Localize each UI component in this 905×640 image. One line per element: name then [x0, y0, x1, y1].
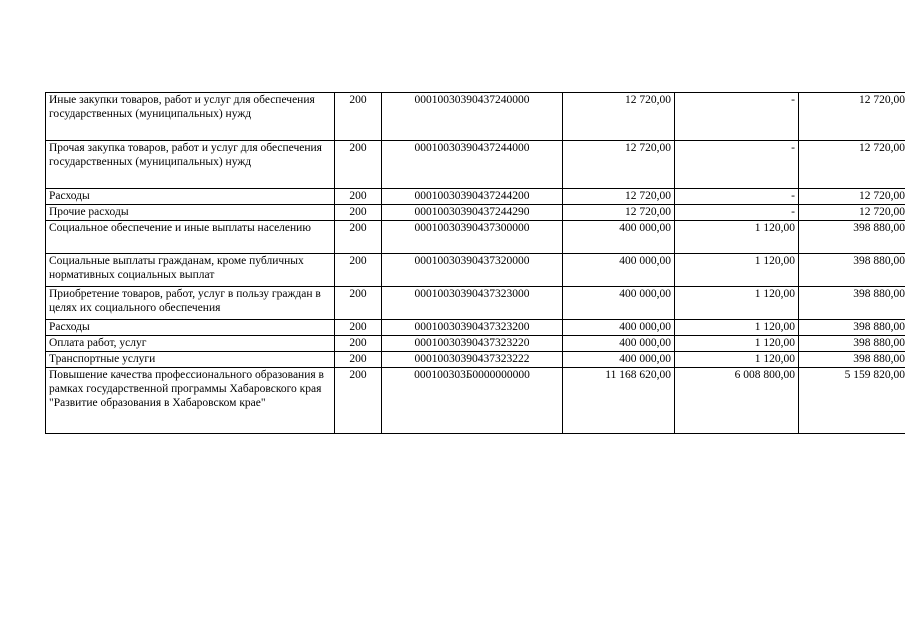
row-name-cell: Приобретение товаров, работ, услуг в пользу граждан в целях их социального обеспечения [46, 287, 335, 320]
table-row [46, 205, 905, 221]
row-code-cell: 200 [335, 141, 382, 189]
row-remaining-cell: 398 880,00 [799, 320, 905, 336]
row-approved-cell: 400 000,00 [563, 320, 675, 336]
row-remaining-cell: 12 720,00 [799, 93, 905, 141]
row-executed-cell: 1 120,00 [675, 352, 799, 368]
row-executed-cell: 1 120,00 [675, 336, 799, 352]
row-kbk-cell: 00010030390437323220 [382, 336, 563, 352]
row-code-cell: 200 [335, 352, 382, 368]
table-row [46, 320, 905, 336]
row-kbk-cell: 00010030390437323000 [382, 287, 563, 320]
row-kbk-cell: 00010030390437300000 [382, 221, 563, 254]
row-approved-cell: 12 720,00 [563, 93, 675, 141]
row-code-cell: 200 [335, 205, 382, 221]
row-executed-cell: - [675, 141, 799, 189]
row-kbk-cell: 00010030390437323200 [382, 320, 563, 336]
row-name-cell: Прочие расходы [46, 205, 335, 221]
row-executed-cell: 1 120,00 [675, 287, 799, 320]
row-code-cell: 200 [335, 336, 382, 352]
row-approved-cell: 400 000,00 [563, 352, 675, 368]
row-executed-cell: 1 120,00 [675, 254, 799, 287]
row-remaining-cell: 398 880,00 [799, 254, 905, 287]
table-row [46, 189, 905, 205]
row-code-cell: 200 [335, 254, 382, 287]
row-remaining-cell: 12 720,00 [799, 141, 905, 189]
row-remaining-cell: 5 159 820,00 [799, 368, 905, 434]
table-row [46, 352, 905, 368]
row-remaining-cell: 398 880,00 [799, 287, 905, 320]
row-name-cell: Прочая закупка товаров, работ и услуг для обеспечения государственных (муниципальных) нужд [46, 141, 335, 189]
row-executed-cell: - [675, 93, 799, 141]
table-row [46, 141, 905, 189]
row-remaining-cell: 398 880,00 [799, 352, 905, 368]
row-name-cell: Иные закупки товаров, работ и услуг для обеспечения государственных (муниципальных) нужд [46, 93, 335, 141]
row-code-cell: 200 [335, 368, 382, 434]
row-kbk-cell: 00010030390437323222 [382, 352, 563, 368]
row-code-cell: 200 [335, 93, 382, 141]
row-remaining-cell: 398 880,00 [799, 221, 905, 254]
row-name-cell: Повышение качества профессионального образования в рамках государственной программы Хабаровского края "Развитие образования в Хабаровском крае" [46, 368, 335, 434]
row-approved-cell: 12 720,00 [563, 189, 675, 205]
row-name-cell: Расходы [46, 189, 335, 205]
row-kbk-cell: 00010030390437320000 [382, 254, 563, 287]
row-approved-cell: 400 000,00 [563, 336, 675, 352]
table-row [46, 93, 905, 141]
row-remaining-cell: 398 880,00 [799, 336, 905, 352]
row-executed-cell: 6 008 800,00 [675, 368, 799, 434]
row-remaining-cell: 12 720,00 [799, 189, 905, 205]
row-code-cell: 200 [335, 221, 382, 254]
row-approved-cell: 400 000,00 [563, 254, 675, 287]
row-kbk-cell: 00010030390437240000 [382, 93, 563, 141]
row-code-cell: 200 [335, 287, 382, 320]
row-kbk-cell: 00010030390437244000 [382, 141, 563, 189]
table-row [46, 287, 905, 320]
row-name-cell: Социальные выплаты гражданам, кроме публичных нормативных социальных выплат [46, 254, 335, 287]
row-kbk-cell: 000100303Б0000000000 [382, 368, 563, 434]
table-row [46, 254, 905, 287]
row-code-cell: 200 [335, 189, 382, 205]
budget-table [45, 92, 905, 434]
table-row [46, 221, 905, 254]
row-approved-cell: 12 720,00 [563, 141, 675, 189]
row-code-cell: 200 [335, 320, 382, 336]
row-kbk-cell: 00010030390437244290 [382, 205, 563, 221]
row-approved-cell: 400 000,00 [563, 287, 675, 320]
row-name-cell: Расходы [46, 320, 335, 336]
row-remaining-cell: 12 720,00 [799, 205, 905, 221]
row-approved-cell: 11 168 620,00 [563, 368, 675, 434]
row-name-cell: Социальное обеспечение и иные выплаты населению [46, 221, 335, 254]
row-approved-cell: 400 000,00 [563, 221, 675, 254]
row-name-cell: Транспортные услуги [46, 352, 335, 368]
table-row [46, 368, 905, 434]
row-executed-cell: 1 120,00 [675, 221, 799, 254]
table-row [46, 336, 905, 352]
row-name-cell: Оплата работ, услуг [46, 336, 335, 352]
row-executed-cell: - [675, 189, 799, 205]
row-kbk-cell: 00010030390437244200 [382, 189, 563, 205]
row-executed-cell: - [675, 205, 799, 221]
row-approved-cell: 12 720,00 [563, 205, 675, 221]
row-executed-cell: 1 120,00 [675, 320, 799, 336]
